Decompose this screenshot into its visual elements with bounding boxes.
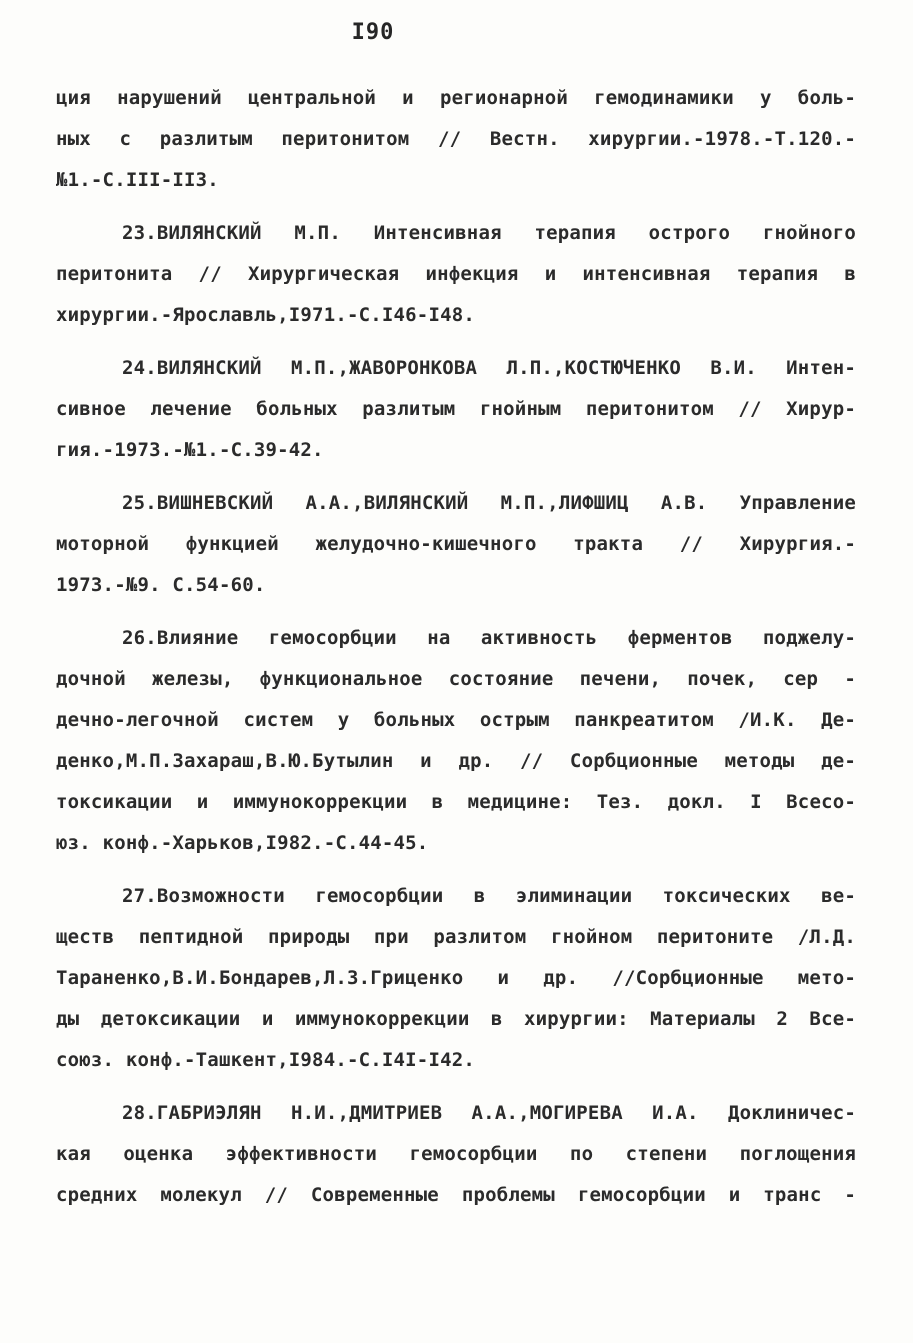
- text-line: гия.-1973.-№1.-С.39-42.: [56, 439, 324, 461]
- text-line: хирургии.-Ярославль,I971.-С.I46-I48.: [56, 304, 476, 326]
- text-line: моторной функцией желудочно-кишечного тракта // Хирургия.-: [56, 533, 856, 555]
- bibliography-entry-25: [56, 483, 856, 606]
- text-line: кая оценка эффективности гемосорбции по степени поглощения: [56, 1143, 856, 1165]
- text-line: Тараненко,В.И.Бондарев,Л.З.Гриценко и др. //Сорбционные мето-: [56, 967, 856, 989]
- text-line: перитонита // Хирургическая инфекция и интенсивная терапия в: [56, 263, 856, 285]
- bibliography-entry-28: [56, 1093, 856, 1216]
- text-line: ных с разлитым перитонитом // Вестн. хирургии.-1978.-Т.120.-: [56, 128, 856, 150]
- text-line: 23.ВИЛЯНСКИЙ М.П. Интенсивная терапия острого гнойного: [122, 222, 856, 244]
- text-line: средних молекул // Современные проблемы гемосорбции и транс -: [56, 1184, 856, 1206]
- text-line: сивное лечение больных разлитым гнойным перитонитом // Хирур-: [56, 398, 856, 420]
- text-line: 1973.-№9. С.54-60.: [56, 574, 266, 596]
- text-line: дечно-легочной систем у больных острым панкреатитом /И.К. Де-: [56, 709, 856, 731]
- text-line: токсикации и иммунокоррекции в медицине: Тез. докл. I Всесо-: [56, 791, 856, 813]
- text-line: денко,М.П.Захараш,В.Ю.Бутылин и др. // Сорбционные методы де-: [56, 750, 856, 772]
- page-number: I90: [351, 20, 395, 45]
- bibliography-entry-27: [56, 876, 856, 1081]
- text-line: ды детоксикации и иммунокоррекции в хирургии: Материалы 2 Все-: [56, 1008, 856, 1030]
- bibliography-entry-24: [56, 348, 856, 471]
- text-line: 24.ВИЛЯНСКИЙ М.П.,ЖАВОРОНКОВА Л.П.,КОСТЮЧЕНКО В.И. Интен-: [122, 357, 856, 379]
- text-line: дочной железы, функциональное состояние печени, почек, сер -: [56, 668, 856, 690]
- bibliography-entry-continued: [56, 78, 856, 201]
- bibliography-entry-23: [56, 213, 856, 336]
- text-line: ществ пептидной природы при разлитом гнойном перитоните /Л.Д.: [56, 926, 856, 948]
- text-line: 27.Возможности гемосорбции в элиминации токсических ве-: [122, 885, 856, 907]
- text-line: ция нарушений центральной и регионарной гемодинамики у боль-: [56, 87, 856, 109]
- text-line: 25.ВИШНЕВСКИЙ А.А.,ВИЛЯНСКИЙ М.П.,ЛИФШИЦ А.В. Управление: [122, 492, 856, 514]
- text-line: 28.ГАБРИЭЛЯН Н.И.,ДМИТРИЕВ А.А.,МОГИРЕВА И.А. Доклиничес-: [122, 1102, 856, 1124]
- text-line: союз. конф.-Ташкент,I984.-С.I4I-I42.: [56, 1049, 476, 1071]
- text-line: №1.-С.III-II3.: [56, 169, 219, 191]
- bibliography-text: [56, 78, 856, 1228]
- text-line: юз. конф.-Харьков,I982.-С.44-45.: [56, 832, 429, 854]
- bibliography-entry-26: [56, 618, 856, 864]
- text-line: 26.Влияние гемосорбции на активность ферментов поджелу-: [122, 627, 856, 649]
